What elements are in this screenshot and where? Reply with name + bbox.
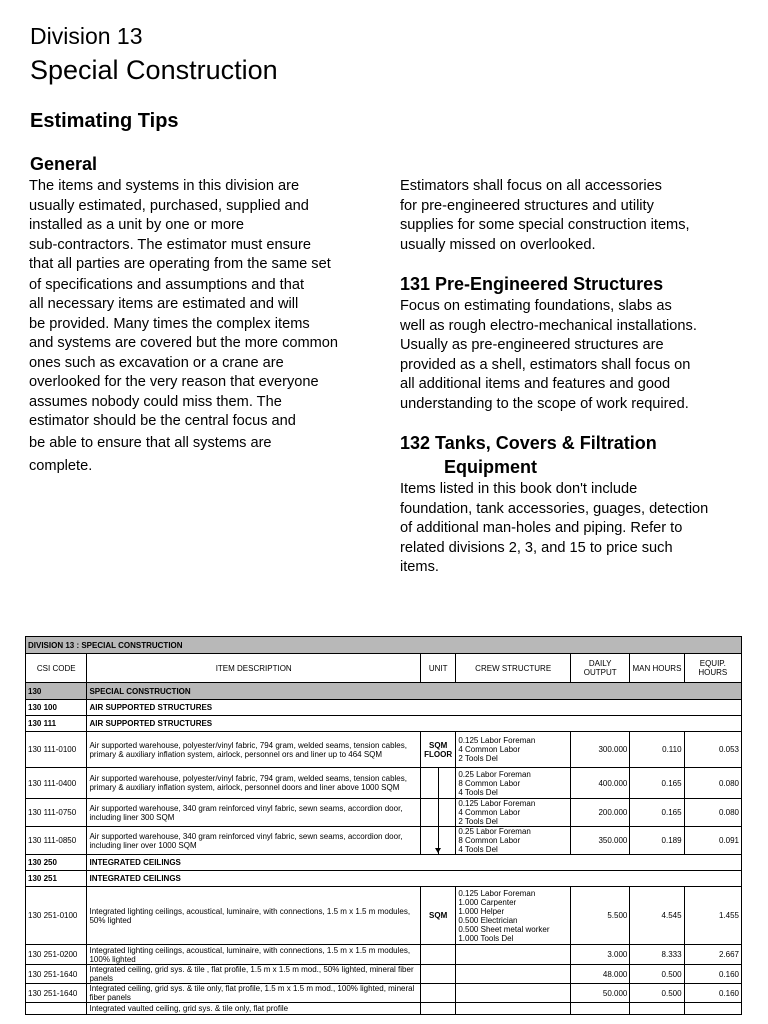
equip-hours: 0.080 — [684, 768, 741, 799]
paragraph-line: provided as a shell, estimators shall focus on — [400, 356, 691, 373]
daily-output: 48.000 — [570, 965, 629, 984]
crew-line: 0.125 Labor Foreman — [458, 736, 536, 745]
daily-output: 400.000 — [570, 768, 629, 799]
item-description: Air supported warehouse, polyester/vinyl fabric, 794 gram, welded seams, tension cables, primary & auxiliary inflation system, airlock, personnel doors and liner above 1000 SQM — [87, 768, 420, 799]
paragraph-line: of additional man-holes and piping. Refer to — [400, 520, 683, 536]
table-row — [26, 768, 742, 799]
paragraph-line: Estimators shall focus on all accessories — [400, 178, 662, 194]
man-hours — [630, 1003, 684, 1015]
table-row — [26, 887, 742, 945]
section-code: 130 — [26, 683, 87, 700]
subsection-name: AIR SUPPORTED STRUCTURES — [87, 700, 742, 716]
daily-output: 3.000 — [570, 945, 629, 965]
unit-cell — [420, 887, 455, 945]
crew-cell — [456, 1003, 571, 1015]
unit-cell — [420, 768, 455, 799]
subsection-row — [26, 700, 742, 716]
subsection-row — [26, 855, 742, 871]
crew-line: 0.500 Electrician — [458, 915, 518, 925]
subsection-name: INTEGRATED CEILINGS — [87, 855, 742, 871]
division-number: Division 13 — [30, 23, 143, 49]
man-hours: 4.545 — [630, 887, 684, 945]
table-row — [26, 732, 742, 768]
header-equip-hours: EQUIP. HOURS — [684, 654, 741, 683]
paragraph-line: usually missed on overlooked. — [400, 236, 596, 253]
header-man-hours: MAN HOURS — [630, 654, 684, 683]
header-csi-code: CSI CODE — [26, 654, 87, 683]
crew-line: 0.25 Labor Foreman — [458, 827, 531, 836]
csi-code: 130 111-0750 — [26, 799, 87, 827]
section-132-heading: 132 Tanks, Covers & Filtration — [400, 433, 657, 453]
crew-line: 1.000 Tools Del — [458, 933, 514, 943]
crew-line: 8 Common Labor — [458, 778, 521, 788]
csi-code: 130 251-0100 — [26, 887, 87, 945]
division-title: Special Construction — [30, 55, 278, 85]
crew-line: 0.500 Sheet metal worker — [458, 924, 550, 934]
paragraph-line: all additional items and features and good — [400, 376, 671, 392]
paragraph-line: of specifications and assumptions and that — [29, 276, 305, 293]
table-title: DIVISION 13 : SPECIAL CONSTRUCTION — [26, 637, 742, 654]
subsection-code: 130 100 — [26, 700, 87, 716]
item-description: Integrated ceiling, grid sys. & tile only, flat profile, 1.5 m x 1.5 m mod., 100% lighted, mineral fiber panels — [87, 984, 420, 1003]
ditto-line — [438, 799, 439, 826]
csi-code — [26, 1003, 87, 1015]
unit-cell — [420, 827, 455, 855]
ditto-arrow-icon — [435, 848, 441, 853]
daily-output — [570, 1003, 629, 1015]
paragraph-line: foundation, tank accessories, guages, detection — [400, 500, 709, 517]
estimating-tips-heading: Estimating Tips — [30, 110, 179, 132]
daily-output: 350.000 — [570, 827, 629, 855]
header-item-description: ITEM DESCRIPTION — [87, 654, 420, 683]
ditto-line — [438, 768, 439, 798]
paragraph-line: assumes nobody could miss them. The — [29, 393, 282, 410]
man-hours: 0.165 — [630, 799, 684, 827]
csi-code: 130 251-1640 — [26, 984, 87, 1003]
table-row — [26, 945, 742, 965]
unit-cell — [420, 1003, 455, 1015]
paragraph-line: Focus on estimating foundations, slabs as — [400, 298, 672, 314]
crew-line: 4 Common Labor — [458, 745, 521, 754]
crew-line: 4 Tools Del — [458, 845, 498, 854]
estimating-table — [25, 636, 742, 1015]
subsection-code: 130 111 — [26, 716, 87, 732]
section-132-paragraph — [400, 480, 708, 578]
crew-cell — [456, 984, 571, 1003]
crew-line: 2 Tools Del — [458, 817, 498, 826]
unit-cell — [420, 732, 455, 768]
unit-text: SQM — [429, 740, 448, 750]
general-paragraph — [29, 177, 338, 477]
accessories-paragraph — [400, 177, 690, 255]
table-title-row — [26, 637, 742, 654]
crew-cell — [456, 965, 571, 984]
man-hours: 8.333 — [630, 945, 684, 965]
equip-hours: 1.455 — [684, 887, 741, 945]
paragraph-line: complete. — [29, 458, 93, 474]
section-131-heading: 131 Pre-Engineered Structures — [400, 274, 664, 294]
crew-line: 4 Tools Del — [458, 787, 498, 797]
unit-text: SQM — [429, 911, 448, 920]
equip-hours: 0.160 — [684, 984, 741, 1003]
equip-hours: 0.080 — [684, 799, 741, 827]
man-hours: 0.500 — [630, 984, 684, 1003]
paragraph-line: and systems are covered but the more common — [29, 335, 339, 351]
csi-code: 130 111-0100 — [26, 732, 87, 768]
paragraph-line: supplies for some special construction items, — [400, 217, 690, 233]
header-crew-structure: CREW STRUCTURE — [456, 654, 571, 683]
header-unit: UNIT — [420, 654, 455, 683]
crew-cell — [456, 887, 571, 945]
man-hours: 0.189 — [630, 827, 684, 855]
header-daily-output: DAILY OUTPUT — [570, 654, 629, 683]
subsection-name: AIR SUPPORTED STRUCTURES — [87, 716, 742, 732]
general-heading: General — [30, 154, 98, 174]
table-row — [26, 984, 742, 1003]
crew-line: 0.25 Labor Foreman — [458, 769, 531, 779]
subsection-code: 130 250 — [26, 855, 87, 871]
paragraph-line: for pre-engineered structures and utility — [400, 197, 654, 214]
equip-hours — [684, 1003, 741, 1015]
item-description: Integrated vaulted ceiling, grid sys. & tile only, flat profile — [87, 1003, 420, 1015]
paragraph-line: be provided. Many times the complex items — [29, 315, 310, 332]
man-hours: 0.500 — [630, 965, 684, 984]
crew-cell — [456, 827, 571, 855]
paragraph-line: items. — [400, 559, 439, 575]
unit-cell — [420, 799, 455, 827]
crew-line: 4 Common Labor — [458, 808, 521, 817]
crew-cell — [456, 945, 571, 965]
equip-hours: 0.091 — [684, 827, 741, 855]
paragraph-line: The items and systems in this division are — [29, 178, 300, 194]
subsection-row — [26, 716, 742, 732]
csi-code: 130 251-1640 — [26, 965, 87, 984]
table-row — [26, 799, 742, 827]
crew-line: 8 Common Labor — [458, 836, 521, 845]
daily-output: 5.500 — [570, 887, 629, 945]
section-132-heading-cont: Equipment — [444, 457, 537, 477]
daily-output: 300.000 — [570, 732, 629, 768]
unit-cell — [420, 945, 455, 965]
item-description: Air supported warehouse, 340 gram reinforced vinyl fabric, sewn seams, accordion door, including liner over 1000 SQM — [87, 827, 420, 855]
man-hours: 0.165 — [630, 768, 684, 799]
unit-text: FLOOR — [424, 749, 453, 759]
table-row — [26, 965, 742, 984]
crew-cell — [456, 799, 571, 827]
equip-hours: 0.053 — [684, 732, 741, 768]
equip-hours: 2.667 — [684, 945, 741, 965]
csi-code: 130 111-0400 — [26, 768, 87, 799]
crew-cell — [456, 768, 571, 799]
table-row — [26, 1003, 742, 1015]
item-description: Integrated lighting ceilings, acoustical, luminaire, with connections, 1.5 m x 1.5 m modules, 50% lighted — [87, 887, 420, 945]
table-row — [26, 827, 742, 855]
paragraph-line: understanding to the scope of work required. — [400, 395, 689, 412]
paragraph-line: ones such as excavation or a crane are — [29, 354, 284, 371]
paragraph-line: that all parties are operating from the same set — [29, 256, 331, 272]
crew-cell — [456, 732, 571, 768]
subsection-name: INTEGRATED CEILINGS — [87, 871, 742, 887]
item-description: Air supported warehouse, 340 gram reinforced vinyl fabric, sewn seams, accordion door, including liner 300 SQM — [87, 799, 420, 827]
paragraph-line: installed as a unit by one or more — [29, 217, 244, 233]
item-description: Integrated lighting ceilings, acoustical, luminaire, with connections, 1.5 m x 1.5 m modules, 100% lighted — [87, 945, 420, 965]
csi-code: 130 111-0850 — [26, 827, 87, 855]
subsection-row — [26, 871, 742, 887]
daily-output: 200.000 — [570, 799, 629, 827]
subsection-code: 130 251 — [26, 871, 87, 887]
paragraph-line: well as rough electro-mechanical installations. — [400, 317, 697, 334]
paragraph-line: overlooked for the very reason that everyone — [29, 374, 319, 390]
man-hours: 0.110 — [630, 732, 684, 768]
csi-code: 130 251-0200 — [26, 945, 87, 965]
paragraph-line: Items listed in this book don't include — [400, 481, 638, 497]
daily-output: 50.000 — [570, 984, 629, 1003]
crew-line: 2 Tools Del — [458, 754, 498, 763]
item-description: Integrated ceiling, grid sys. & tile , flat profile, 1.5 m x 1.5 m mod., 50% lighted, mineral fiber panels — [87, 965, 420, 984]
crew-line: 0.125 Labor Foreman — [458, 799, 536, 808]
paragraph-line: all necessary items are estimated and will — [29, 296, 299, 312]
paragraph-line: Usually as pre-engineered structures are — [400, 337, 664, 353]
equip-hours: 0.160 — [684, 965, 741, 984]
unit-cell — [420, 965, 455, 984]
crew-line: 1.000 Helper — [458, 906, 505, 916]
item-description: Air supported warehouse, polyester/vinyl fabric, 794 gram, welded seams, tension cables, primary & auxiliary inflation system, airlock, personnel ors and liner up to 464 SQM — [87, 732, 420, 768]
section-131-paragraph — [400, 297, 697, 414]
paragraph-line: estimator should be the central focus and — [29, 413, 296, 429]
paragraph-line: be able to ensure that all systems are — [29, 434, 272, 451]
paragraph-line: usually estimated, purchased, supplied and — [29, 197, 309, 214]
crew-line: 1.000 Carpenter — [458, 897, 517, 907]
crew-line: 0.125 Labor Foreman — [458, 888, 536, 898]
unit-cell — [420, 984, 455, 1003]
section-row — [26, 683, 742, 700]
section-name: SPECIAL CONSTRUCTION — [87, 683, 742, 700]
paragraph-line: related divisions 2, 3, and 15 to price such — [400, 539, 673, 556]
paragraph-line: sub-contractors. The estimator must ensure — [29, 236, 311, 253]
table-header-row — [26, 654, 742, 683]
